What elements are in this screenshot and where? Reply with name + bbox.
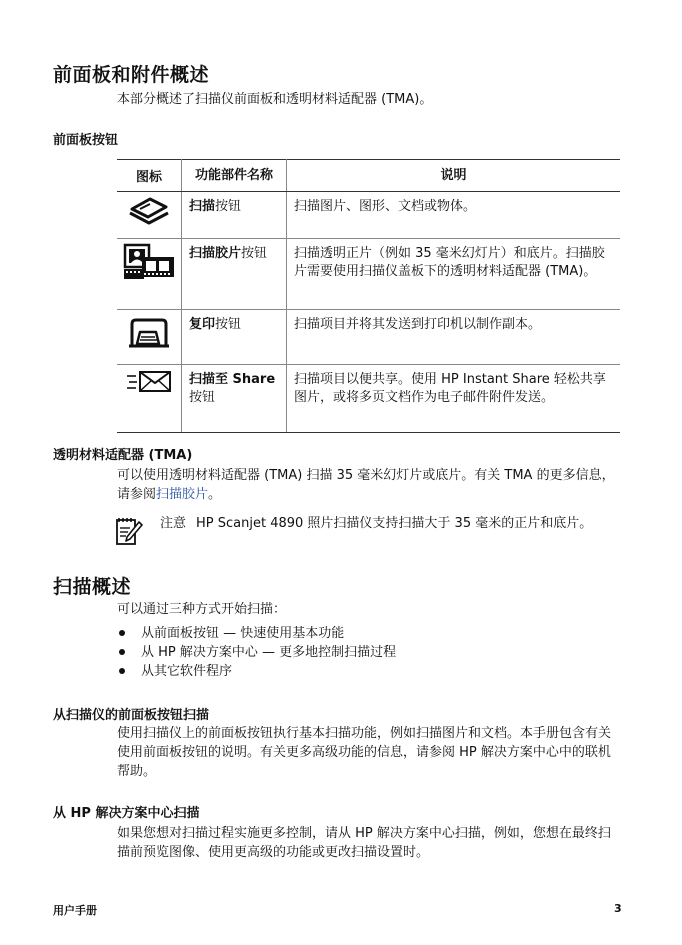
note-body: HP Scanjet 4890 照片扫描仪支持扫描大于 35 毫米的正片和底片。 [196, 516, 593, 531]
list-item-text: 从 HP 解决方案中心 — 更多地控制扫描过程 [141, 645, 397, 660]
table-row [117, 365, 620, 433]
tma-heading: 透明材料适配器 (TMA) [53, 448, 193, 463]
section-title-scan-overview: 扫描概述 [53, 576, 132, 598]
overview-intro: 本部分概述了扫描仪前面板和透明材料适配器 (TMA)。 [117, 92, 433, 107]
note-label: 注意 [160, 516, 187, 531]
front-panel-table [117, 159, 620, 433]
footer-title: 用户手册 [53, 904, 97, 917]
table-row [117, 239, 620, 310]
from-center-heading: 从 HP 解决方案中心扫描 [53, 806, 200, 821]
table-header-icon: 图标 [117, 160, 182, 192]
button-name: 复印 [189, 317, 216, 332]
button-description: 扫描项目并将其发送到打印机以制作副本。 [287, 310, 621, 365]
share-icon [117, 365, 182, 433]
list-item [117, 662, 396, 681]
tma-text-body: 可以使用透明材料适配器 (TMA) 扫描 35 毫米幻灯片或底片。有关 TMA 的更多信息，请参阅 [117, 468, 615, 502]
button-name-suffix: 按钮 [215, 317, 242, 332]
note-text [160, 514, 610, 533]
page-number: 3 [614, 902, 622, 915]
scan-icon [117, 192, 182, 239]
button-name: 扫描 [189, 199, 216, 214]
scan-methods-list [117, 624, 396, 681]
button-name-suffix: 按钮 [189, 390, 216, 405]
table-row [117, 192, 620, 239]
button-description: 扫描项目以便共享。使用 HP Instant Share 轻松共享图片，或将多页文档作为电子邮件附件发送。 [287, 365, 621, 433]
button-name-suffix: 按钮 [215, 199, 242, 214]
bullet-icon [119, 649, 125, 655]
list-item-text: 从前面板按钮 — 快速使用基本功能 [141, 626, 345, 641]
from-panel-heading: 从扫描仪的前面板按钮扫描 [53, 708, 210, 723]
button-name: 扫描至 Share [189, 372, 276, 387]
tma-text-end: 。 [208, 487, 222, 502]
copy-icon [117, 310, 182, 365]
note-icon [115, 516, 143, 546]
button-name-suffix: 按钮 [241, 246, 268, 261]
film-scan-icon [117, 239, 182, 310]
table-header-row [117, 160, 620, 192]
button-description: 扫描透明正片（例如 35 毫米幻灯片）和底片。扫描胶片需要使用扫描仪盖板下的透明材料适配器 (TMA)。 [287, 239, 621, 310]
list-item-text: 从其它软件程序 [141, 664, 233, 679]
scan-overview-intro: 可以通过三种方式开始扫描： [117, 602, 287, 617]
table-header-description: 说明 [287, 160, 621, 192]
bullet-icon [119, 668, 125, 674]
button-description: 扫描图片、图形、文档或物体。 [287, 192, 621, 239]
list-item [117, 643, 396, 662]
from-center-text: 如果您想对扫描过程实施更多控制，请从 HP 解决方案中心扫描，例如，您想在最终扫描前预览图像、使用更高级的功能或更改扫描设置时。 [117, 826, 611, 860]
from-panel-text: 使用扫描仪上的前面板按钮执行基本扫描功能，例如扫描图片和文档。本手册包含有关使用前面板按钮的说明。有关更多高级功能的信息，请参阅 HP 解决方案中心中的联机帮助。 [117, 726, 612, 779]
scan-film-link[interactable]: 扫描胶片 [156, 487, 209, 502]
front-panel-heading: 前面板按钮 [53, 133, 119, 148]
bullet-icon [119, 630, 125, 636]
list-item [117, 624, 396, 643]
table-header-name: 功能部件名称 [182, 160, 287, 192]
button-name: 扫描胶片 [189, 246, 242, 261]
section-title-overview: 前面板和附件概述 [53, 64, 210, 86]
tma-text [117, 466, 617, 504]
table-row [117, 310, 620, 365]
